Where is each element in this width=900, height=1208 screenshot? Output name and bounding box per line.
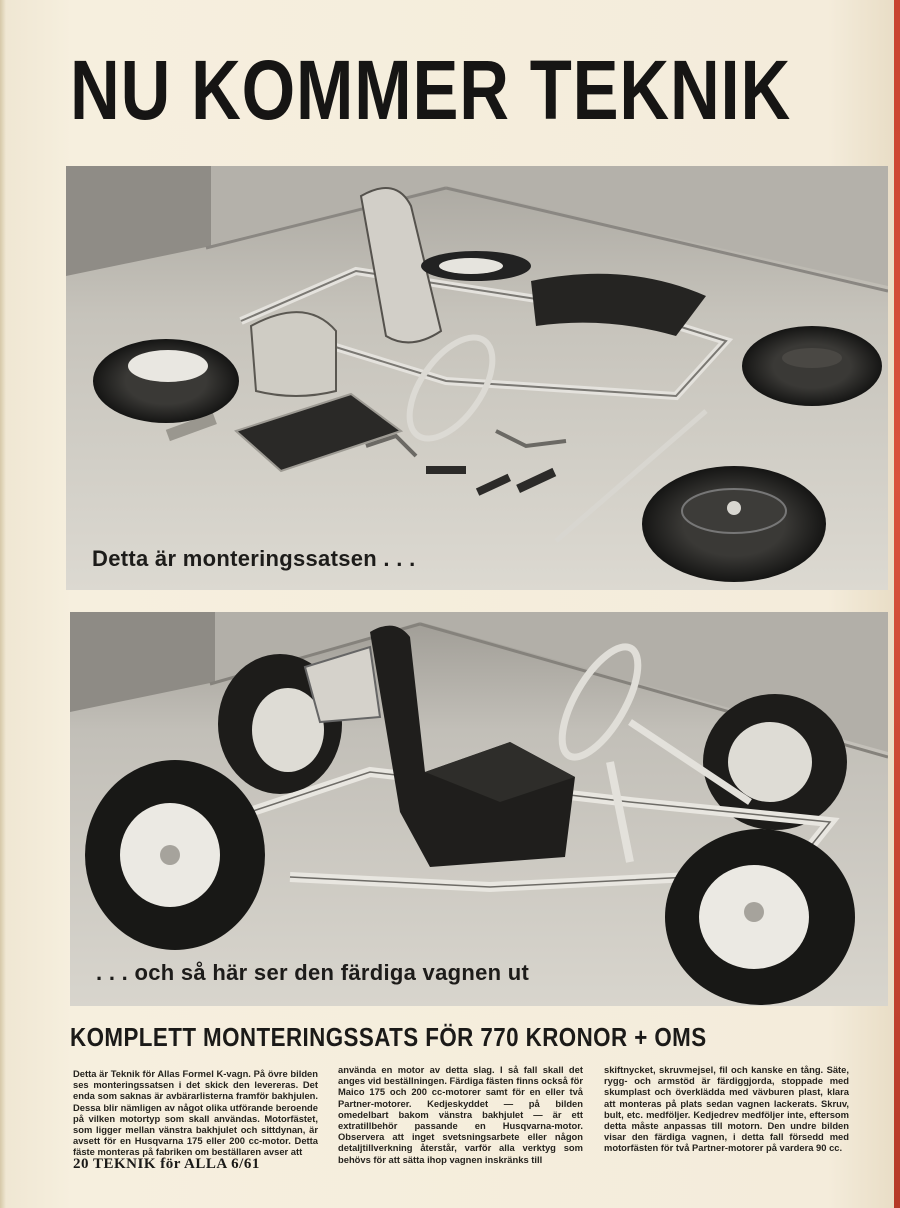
photo-finished-kart [70, 612, 888, 1006]
kart-photo-illustration [70, 612, 888, 1006]
kit-photo-illustration [66, 166, 888, 590]
photo-assembly-kit [66, 166, 888, 590]
article-column-2: använda en motor av detta slag. I så fall skall det anges vid beställningen. Färdiga fästen finns också för Maico 175 och 200 cc-motorer samt för en eller två Partner-motorer. Kedjeskyddet — på bilden omedelbart bakom vänstra bakhjulet — är ett extratillbehör passande en Husqvarna-motor. Observera att inget svetsningsarbete eller någon detaljtillverkning återstår, varför alla verktyg som behövs för att sätta ihop vagnen inskränks till [338, 1064, 583, 1165]
headline: NU KOMMER TEKNIK [70, 43, 792, 137]
photo-caption-finished: . . . och så här ser den färdiga vagnen ut [96, 960, 530, 985]
photo-caption-kit: Detta är monteringssatsen . . . [92, 546, 416, 571]
page-gutter-shadow [0, 0, 6, 1208]
article-column-1: Detta är Teknik för Allas Formel K-vagn. På övre bilden ses monteringssatsen i det skick den levereras. Det enda som saknas är avbärarlisterna framför bakhjulen. Dessa blir nämligen av något olika utförande beroende på vilken motortyp som skall användas. Motorfästet, som ligger mellan vänstra bakhjulet och sittdynan, är avsett för en Husqvarna 175 eller 200 cc-motor. Detta fäste monteras på fabriken om beställaren avser att [73, 1068, 318, 1158]
article-column-3: skiftnycket, skruvmejsel, fil och kanske en tång. Säte, rygg- och armstöd är färdiggjorda, stoppade med skumplast och överklädda med vävburen plast, klara att monteras på plats sedan vagnen lackerats. Skruv, bult, etc. medföljer. Kedjedrev medföljer inte, eftersom detta måste anpassas till motorn. Den undre bilden visar den färdiga vagnen, i detta fall försedd med motorfästen för två Partner-motorer på vardera 90 cc. [604, 1064, 849, 1154]
subheadline: KOMPLETT MONTERINGSSATS FÖR 770 KRONOR + OMS [70, 1022, 707, 1052]
page-footer: 20 TEKNIK för ALLA 6/61 [73, 1156, 260, 1172]
next-page-edge [894, 0, 900, 1208]
